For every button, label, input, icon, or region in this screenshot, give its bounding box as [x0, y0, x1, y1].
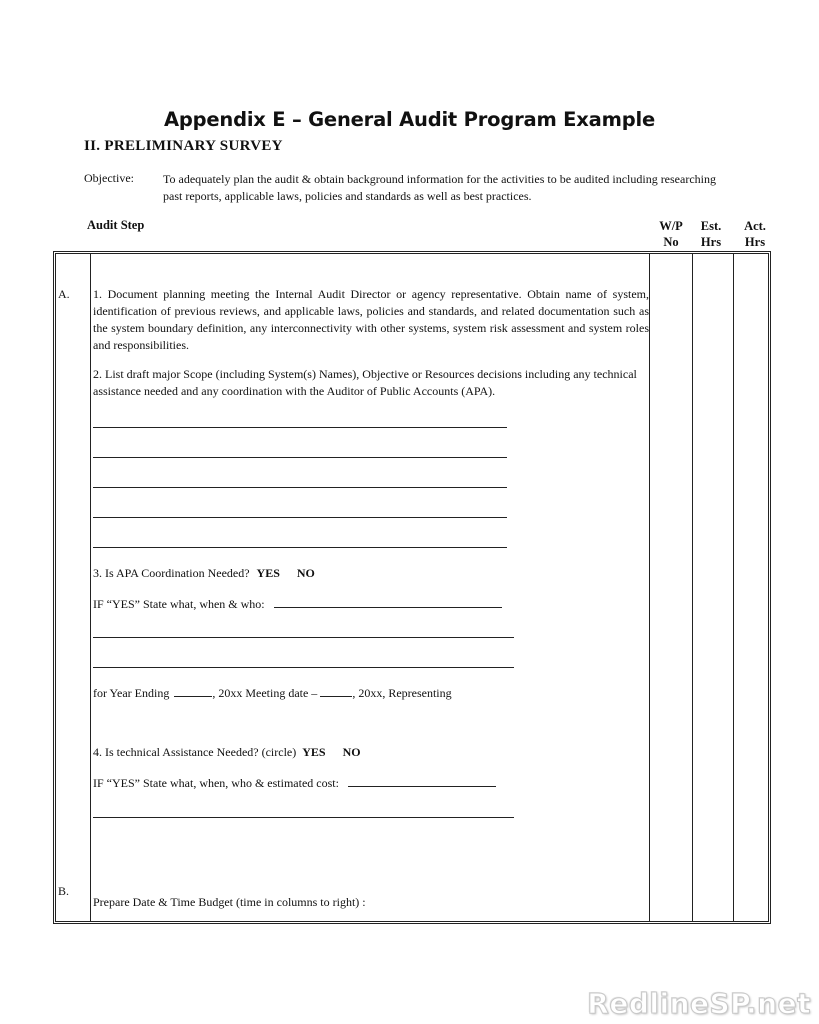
- step-4-yes-option[interactable]: YES: [302, 745, 326, 759]
- row-a-label: A.: [58, 287, 70, 301]
- step-4-question: [93, 744, 361, 761]
- step-3-no-option[interactable]: NO: [296, 566, 315, 580]
- page-title: Appendix E – General Audit Program Example: [163, 108, 656, 131]
- row-b-text: Prepare Date & Time Budget (time in columns to right) :: [93, 895, 366, 909]
- scope-line-1[interactable]: [93, 427, 507, 428]
- header-est-line1: Est.: [700, 219, 722, 233]
- step-4-if-yes: [93, 775, 496, 792]
- scope-line-2[interactable]: [93, 457, 507, 458]
- scope-line-3[interactable]: [93, 487, 507, 488]
- step-3-if-yes-label: IF “YES” State what, when & who:: [93, 597, 265, 611]
- step-4-question-text: 4. Is technical Assistance Needed? (circle): [93, 745, 297, 759]
- step-3-if-yes-field[interactable]: [274, 596, 502, 608]
- step-4-if-yes-label: IF “YES” State what, when, who & estimated cost:: [93, 776, 339, 790]
- representing-label: , 20xx, Representing: [352, 686, 452, 700]
- step-2-text: 2. List draft major Scope (including System(s) Names), Objective or Resources decisions including any technical assistance needed and any coordination with the Auditor of Public Accounts (APA).: [93, 367, 637, 398]
- step-3-if-yes: [93, 596, 502, 613]
- year-ending-prefix: for Year Ending: [93, 686, 170, 700]
- column-divider-act: [733, 254, 734, 921]
- step-4-line-1[interactable]: [93, 817, 514, 818]
- meeting-date-label: , 20xx Meeting date –: [212, 686, 318, 700]
- scope-line-5[interactable]: [93, 547, 507, 548]
- meeting-date-field[interactable]: [320, 685, 352, 697]
- header-est-line2: Hrs: [700, 235, 722, 249]
- step-3-line-1[interactable]: [93, 637, 514, 638]
- header-est-hrs: [695, 218, 727, 250]
- objective-label: Objective:: [84, 171, 134, 185]
- section-heading: II. PRELIMINARY SURVEY: [84, 138, 283, 154]
- column-divider-est: [692, 254, 693, 921]
- step-4-if-yes-field[interactable]: [348, 775, 496, 787]
- objective-text: To adequately plan the audit & obtain background information for the activities to be audited including researching past reports, applicable laws, policies and standards as well as best practices.: [163, 172, 716, 203]
- year-ending-field[interactable]: [174, 685, 212, 697]
- watermark-logo: RedlineSP.net: [587, 987, 811, 1020]
- step-3-question-text: 3. Is APA Coordination Needed?: [93, 566, 250, 580]
- step-4-no-option[interactable]: NO: [342, 745, 361, 759]
- header-wp-line2: No: [663, 235, 679, 249]
- header-audit-step: Audit Step: [87, 218, 145, 232]
- header-wp-no: [652, 218, 690, 250]
- step-3-yes-option[interactable]: YES: [256, 566, 280, 580]
- row-b-label: B.: [58, 884, 70, 898]
- scope-line-4[interactable]: [93, 517, 507, 518]
- column-divider-wp: [649, 254, 650, 921]
- column-divider-step: [90, 254, 91, 921]
- year-ending-line: [93, 685, 452, 702]
- step-3-line-2[interactable]: [93, 667, 514, 668]
- header-act-line2: Hrs: [744, 235, 766, 249]
- header-wp-line1: W/P: [659, 219, 683, 233]
- step-3-question: [93, 565, 315, 582]
- step-1-text: 1. Document planning meeting the Internal Audit Director or agency representative. Obtain name of system, identification of previous reviews, and applicable laws, policies and standards, and related documentation such as the system boundary definition, any interconnectivity with other systems, system risk assessment and system roles and responsibilities.: [93, 287, 649, 352]
- header-act-hrs: [737, 218, 773, 250]
- header-act-line1: Act.: [744, 219, 766, 233]
